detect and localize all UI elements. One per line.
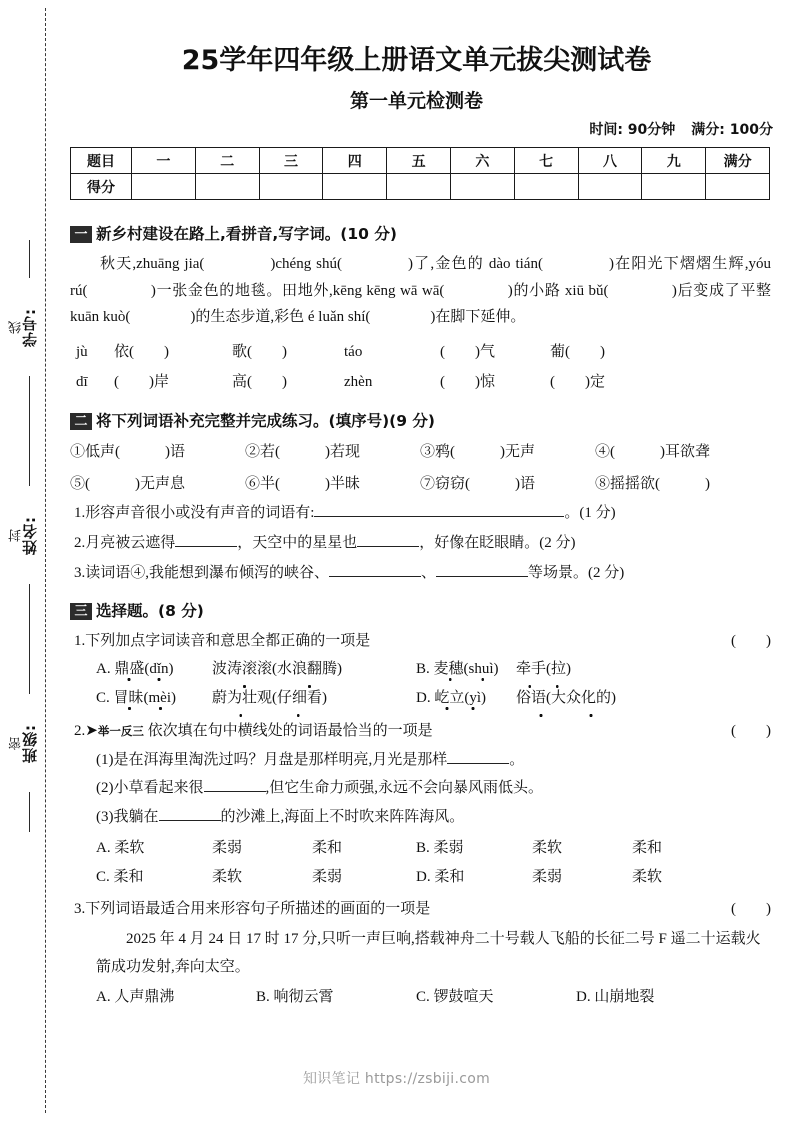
seal-char-xian: 线 xyxy=(9,320,24,334)
seal-label-student-id: 学号: xyxy=(21,307,39,347)
section-3-question-2 xyxy=(74,718,771,746)
s3-q2-sub1-blank[interactable] xyxy=(447,763,509,764)
s3-q1-optC-tag: C. xyxy=(96,690,110,707)
pinyin-2-c1[interactable]: ( )岸 xyxy=(114,374,169,391)
s3-q2-sub-1 xyxy=(96,747,771,775)
section-heading-3 xyxy=(70,599,771,624)
seal-field-student-id xyxy=(0,278,46,376)
s2-q1-suffix: 。(1 分) xyxy=(564,505,616,522)
exam-fullscore-label: 满分: 100分 xyxy=(691,122,773,138)
pinyin-2-c4[interactable]: ( )定 xyxy=(550,374,605,391)
s3-q2-optA-w2: 柔弱 xyxy=(212,839,243,856)
s3-q2-optD-w3: 柔软 xyxy=(632,868,663,885)
s3-q2-stem: 依次填在句中横线处的词语最恰当的一项是 xyxy=(147,722,433,739)
s3-q1-optA-expl: 波涛滚滚(水浪翻腾) xyxy=(212,656,342,684)
s3-q2-sub1-pre: (1)是在洱海里淘洗过吗？月盘是那样明亮,月光是那样 xyxy=(96,751,448,768)
s3-q2-sub1-post: 。 xyxy=(509,751,525,768)
s3-q2-optB-w3: 柔和 xyxy=(632,839,663,856)
s2-q2-part-2: ，好像在眨眼睛。(2 分) xyxy=(419,535,576,552)
s2-q2-part-1: ，天空中的星星也 xyxy=(237,535,358,552)
s2-q2-no: 2. xyxy=(74,535,86,552)
score-table-row-label-1: 得分 xyxy=(71,174,132,200)
score-cell-4[interactable] xyxy=(387,174,451,200)
s2-q3-blank-2[interactable] xyxy=(436,576,528,577)
s3-q1-optA-tag: A. xyxy=(96,661,111,678)
seal-field-name xyxy=(0,486,46,584)
pinyin-row-2 xyxy=(76,367,771,397)
s2-q3-blank-1[interactable] xyxy=(329,576,421,577)
s3-q1-optD-tag: D. xyxy=(416,690,431,707)
table-row-header xyxy=(71,148,770,174)
s3-q3-stem: 下列词语最适合用来形容句子所描述的画面的一项是 xyxy=(85,901,431,918)
pinyin-2-c2[interactable]: 高( ) xyxy=(232,374,287,391)
page-title: 25学年四年级上册语文单元拔尖测试卷 xyxy=(181,45,652,76)
score-table-col-5: 六 xyxy=(450,148,514,174)
section-title-2: 将下列词语补充完整并完成练习。(填序号)(9 分) xyxy=(96,412,436,431)
score-table-col-3: 四 xyxy=(323,148,387,174)
s3-q3-optD[interactable]: D. 山崩地裂 xyxy=(576,988,655,1005)
idiom-item-8[interactable]: ⑧摇摇欲( ) xyxy=(595,475,710,492)
s3-q2-optB-w2: 柔软 xyxy=(532,839,563,856)
s3-q1-optD-expl: 俗语(大众化的) xyxy=(516,685,616,713)
pinyin-1-c1[interactable]: 依( ) xyxy=(114,344,169,361)
s3-q2-optB-tag: B. xyxy=(416,839,430,856)
score-table-col-9: 满分 xyxy=(706,148,770,174)
arrow-marker-icon: ➤ xyxy=(85,722,98,739)
s2-q1-text: 形容声音很小或没有声音的词语有: xyxy=(85,505,315,522)
s3-q2-sub-2 xyxy=(96,775,771,803)
pinyin-1-c2[interactable]: 歌( ) xyxy=(232,344,287,361)
exam-time-label: 时间: 90分钟 xyxy=(589,122,676,138)
pinyin-1-py2: táo xyxy=(344,344,363,361)
s3-q2-sub2-blank[interactable] xyxy=(204,791,266,792)
s3-q2-optC-tag: C. xyxy=(96,868,110,885)
seal-char-feng: 封 xyxy=(9,528,24,542)
idiom-row-1 xyxy=(70,438,771,467)
s3-q3-optA[interactable]: A. 人声鼎沸 xyxy=(96,988,175,1005)
s2-q3-part-0: 读词语④,我能想到瀑布倾泻的峡谷、 xyxy=(85,564,330,581)
s3-q1-optB-expl: 牵手(拉) xyxy=(516,656,571,684)
pinyin-1-py1: jù xyxy=(76,344,88,361)
idiom-item-4[interactable]: ④( )耳欲聋 xyxy=(595,444,710,461)
s3-q3-passage: 2025 年 4 月 24 日 17 时 17 分,只听一声巨响,搭载神舟二十号载人飞船的长征二号 F 遥二十运载火箭成功发射,奔向太空。 xyxy=(96,931,761,975)
score-table-row-label-0: 题目 xyxy=(71,148,132,174)
pinyin-2-py1: dī xyxy=(76,374,88,391)
score-table-col-4: 五 xyxy=(387,148,451,174)
score-table-col-1: 二 xyxy=(195,148,259,174)
section-3-question-1 xyxy=(74,628,771,656)
score-cell-8[interactable] xyxy=(642,174,706,200)
score-table-col-0: 一 xyxy=(132,148,196,174)
score-table xyxy=(70,147,770,200)
idiom-item-7[interactable]: ⑦窃窃( )语 xyxy=(420,475,535,492)
s2-q3-part-2: 等场景。(2 分) xyxy=(528,564,625,581)
pinyin-1-c3[interactable]: ( )气 xyxy=(440,344,495,361)
seal-char-mi: 密 xyxy=(9,736,24,750)
table-row-score xyxy=(71,174,770,200)
section-title-3: 选择题。(8 分) xyxy=(96,601,204,620)
s3-q2-sub3-blank[interactable] xyxy=(159,820,221,821)
pinyin-2-py2: zhèn xyxy=(344,374,373,391)
pinyin-row-1 xyxy=(76,337,771,367)
s3-q2-optD-w2: 柔弱 xyxy=(532,868,563,885)
s3-q1-optC-word: 冒昧(mèi) xyxy=(113,690,176,707)
section-2-question-1 xyxy=(74,500,771,528)
seal-field-class xyxy=(0,694,46,792)
s3-q2-options-row-2 xyxy=(96,864,771,892)
score-cell-0[interactable] xyxy=(132,174,196,200)
s3-q2-optA-w1: 柔软 xyxy=(114,839,145,856)
score-table-col-8: 九 xyxy=(642,148,706,174)
section-title-1: 新乡村建设在路上,看拼音,写字词。(10 分) xyxy=(96,225,397,243)
s3-q2-sub3-pre: (3)我躺在 xyxy=(96,809,159,826)
s2-q3-part-1: 、 xyxy=(421,564,437,581)
score-cell-3[interactable] xyxy=(323,174,387,200)
s3-q2-optA-tag: A. xyxy=(96,839,111,856)
seal-rule-3 xyxy=(29,584,30,694)
s3-q2-optB-w1: 柔弱 xyxy=(433,839,464,856)
s3-q1-optB-word: 麦穗(shuì) xyxy=(433,661,499,678)
s3-q2-sub2-pre: (2)小草看起来很 xyxy=(96,780,204,797)
seal-rule-1 xyxy=(29,240,30,278)
s3-q1-optD-word: 屹立(yì) xyxy=(434,690,487,707)
score-cell-1[interactable] xyxy=(195,174,259,200)
watermark: 知识笔记 https://zsbiji.com xyxy=(302,1071,491,1087)
s2-q1-blank[interactable] xyxy=(314,516,564,517)
page-subtitle: 第一单元检测卷 xyxy=(349,90,483,112)
section-marker-1: 一 xyxy=(70,226,92,243)
s3-q1-options-row-1 xyxy=(96,656,771,684)
section-2-question-2 xyxy=(74,530,771,558)
s3-q2-optC-w1: 柔和 xyxy=(113,868,144,885)
s2-q2-blank-1[interactable] xyxy=(175,546,237,547)
idiom-item-2[interactable]: ②若( )若现 xyxy=(245,444,360,461)
s3-q2-sub2-post: ,但它生命力顽强,永远不会向暴风雨低头。 xyxy=(265,780,544,797)
s3-q1-stem: 下列加点字词读音和意思全都正确的一项是 xyxy=(85,632,371,649)
section-2-question-3 xyxy=(74,560,771,588)
score-table-col-6: 七 xyxy=(514,148,578,174)
section-1-pinyin-grid xyxy=(76,337,771,397)
s3-q1-no: 1. xyxy=(74,632,86,649)
section-3-question-3 xyxy=(74,896,771,924)
idiom-item-5[interactable]: ⑤( )无声息 xyxy=(70,475,185,492)
section-marker-3: 三 xyxy=(70,603,92,620)
score-table-col-2: 三 xyxy=(259,148,323,174)
pinyin-1-c4[interactable]: 葡( ) xyxy=(550,344,605,361)
s3-q1-answer-paren[interactable]: ( ) xyxy=(731,632,771,649)
s3-q3-answer-paren[interactable]: ( ) xyxy=(731,901,771,918)
s3-q3-optC[interactable]: C. 锣鼓喧天 xyxy=(416,988,494,1005)
s3-q2-sub3-post: 的沙滩上,海面上不时吹来阵阵海风。 xyxy=(220,809,465,826)
s3-q2-optA-w3: 柔和 xyxy=(312,839,343,856)
seal-rule-4 xyxy=(29,792,30,832)
s3-q2-sub-3 xyxy=(96,804,771,832)
sealing-margin xyxy=(0,0,62,1121)
section-marker-2: 二 xyxy=(70,413,92,430)
s3-q1-optC-expl: 蔚为壮观(仔细看) xyxy=(212,685,327,713)
seal-label-name: 姓名: xyxy=(21,515,39,555)
s3-q2-badge: 举一反三 xyxy=(97,723,144,738)
score-cell-2[interactable] xyxy=(259,174,323,200)
score-table-col-7: 八 xyxy=(578,148,642,174)
s3-q1-optB-tag: B. xyxy=(416,661,430,678)
s3-q1-optA-word: 鼎盛(dǐn) xyxy=(114,661,174,678)
exam-meta xyxy=(62,119,773,139)
s2-q2-blank-2[interactable] xyxy=(357,546,419,547)
score-cell-7[interactable] xyxy=(578,174,642,200)
s3-q2-optD-w1: 柔和 xyxy=(434,868,465,885)
s3-q2-options-row-1 xyxy=(96,835,771,863)
section-heading-2 xyxy=(70,409,771,434)
exam-paper xyxy=(62,0,793,1121)
s3-q1-options-row-2 xyxy=(96,685,771,713)
seal-label-class: 班级: xyxy=(21,723,39,763)
idiom-row-2 xyxy=(70,470,771,499)
section-heading-1 xyxy=(70,222,771,247)
idiom-item-1[interactable]: ①低声( )语 xyxy=(70,444,185,461)
s3-q2-optC-w3: 柔弱 xyxy=(312,868,343,885)
s2-q2-part-0: 月亮被云遮得 xyxy=(85,535,176,552)
s2-q1-no: 1. xyxy=(74,505,86,522)
s3-q2-optD-tag: D. xyxy=(416,868,431,885)
score-cell-5[interactable] xyxy=(450,174,514,200)
s3-q2-answer-paren[interactable]: ( ) xyxy=(731,722,771,739)
score-cell-6[interactable] xyxy=(514,174,578,200)
exam-content xyxy=(70,222,771,1012)
s3-q2-optC-w2: 柔软 xyxy=(212,868,243,885)
section-1-passage: 秋天,zhuāng jia( )chéng shú( )了,金色的 dào tián( )在阳光下熠熠生辉,yóu rú( )一张金色的地毯。田地外,kēng kēng wā wā( )的小路 xiū bǔ( )后变成了平整 kuān kuò( )的生态步道,彩色 é luǎn shí( )在脚下延伸。 xyxy=(70,256,771,326)
s3-q3-no: 3. xyxy=(74,901,86,918)
s2-q3-no: 3. xyxy=(74,564,86,581)
s3-q3-options xyxy=(96,983,771,1012)
idiom-item-3[interactable]: ③鸦( )无声 xyxy=(420,444,535,461)
s3-q2-no: 2. xyxy=(74,722,86,739)
s3-q3-optB[interactable]: B. 响彻云霄 xyxy=(256,988,334,1005)
score-cell-9[interactable] xyxy=(706,174,770,200)
seal-rule-2 xyxy=(29,376,30,486)
pinyin-2-c3[interactable]: ( )惊 xyxy=(440,374,495,391)
idiom-item-6[interactable]: ⑥半( )半昧 xyxy=(245,475,360,492)
